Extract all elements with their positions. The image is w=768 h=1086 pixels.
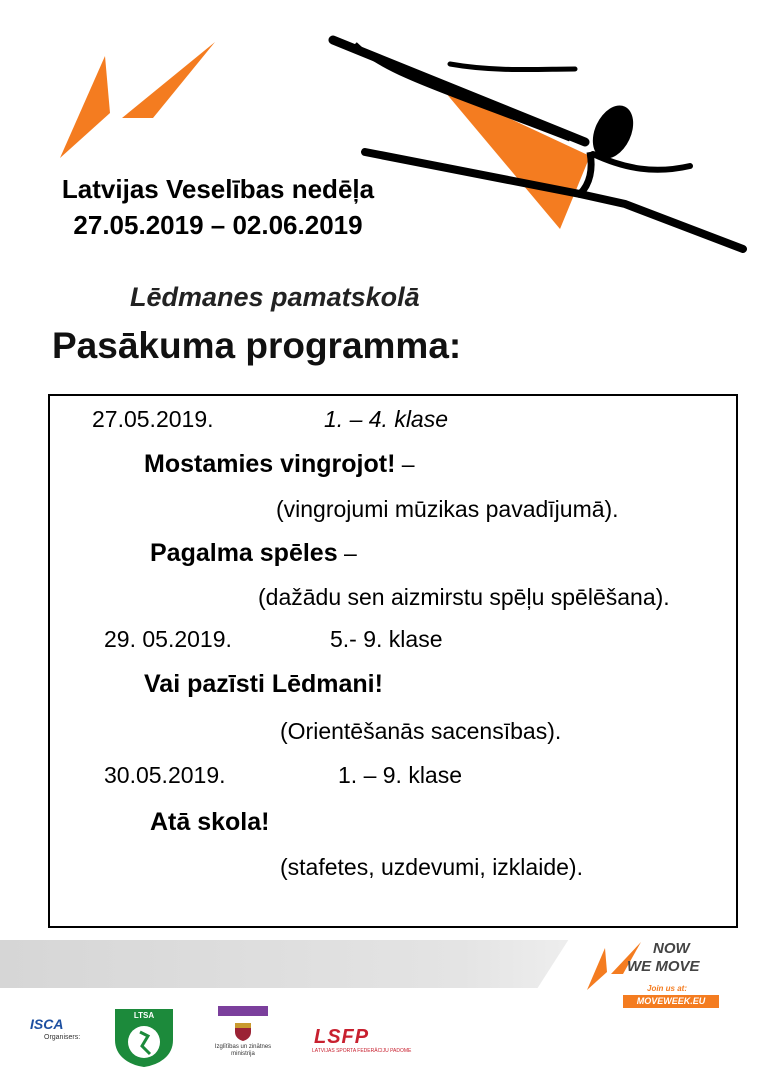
event-description: (stafetes, uzdevumi, izklaide). <box>280 854 583 880</box>
event-title: Latvijas Veselības nedēļa <box>61 174 375 204</box>
program-grade: 1. – 9. klase <box>338 762 463 788</box>
program-event <box>144 450 415 479</box>
we-move-text: WE MOVE <box>627 958 700 975</box>
program-event <box>144 670 383 699</box>
event-name: Atā skola! <box>150 808 270 836</box>
now-text: NOW <box>653 940 690 957</box>
organisers-label: Organisers: <box>44 1034 81 1041</box>
now-we-move-logo <box>585 938 725 1018</box>
program-heading: Pasākuma programma: <box>52 325 462 366</box>
isca-logo <box>30 1016 102 1046</box>
program-date: 30.05.2019. <box>104 762 226 788</box>
ministry-logo <box>208 1006 278 1076</box>
program-date: 29. 05.2019. <box>104 626 232 652</box>
event-name: Vai pazīsti Lēdmani! <box>144 670 383 698</box>
event-name: Pagalma spēles <box>150 539 338 567</box>
ltsa-text: LTSA <box>133 1011 155 1020</box>
program-date: 27.05.2019. <box>92 406 214 432</box>
school-name: Lēdmanes pamatskolā <box>130 282 420 312</box>
program-event <box>150 808 269 837</box>
program-event <box>150 539 357 568</box>
moveweek-site[interactable]: MOVEWEEK.EU <box>623 995 719 1008</box>
event-name: Mostamies vingrojot! <box>144 450 396 478</box>
ministry-text: Izglītības un zinātnes ministrija <box>214 1044 272 1057</box>
lsfp-logo <box>312 1026 438 1056</box>
event-dash: – <box>337 540 357 566</box>
event-description: (vingrojumi mūzikas pavadījumā). <box>276 496 619 522</box>
moveweek-arrow-logo <box>50 38 220 163</box>
event-description: (dažādu sen aizmirstu spēļu spēlēšana). <box>258 584 670 610</box>
lsfp-text: LSFP <box>314 1026 370 1048</box>
coat-of-arms-icon <box>232 1020 254 1042</box>
program-grade: 1. – 4. klase <box>324 406 449 432</box>
program-box <box>48 394 738 928</box>
event-dash: – <box>395 451 415 477</box>
join-text: Join us at: <box>647 984 688 993</box>
program-grade: 5.- 9. klase <box>330 626 443 652</box>
event-dates: 27.05.2019 – 02.06.2019 <box>73 210 363 240</box>
ltsa-shield-logo <box>112 1006 176 1068</box>
lsfp-full-text: LATVIJAS SPORTA FEDERĀCIJU PADOME <box>312 1048 412 1054</box>
isca-text: ISCA <box>30 1016 64 1032</box>
event-description: (Orientēšanās sacensības). <box>280 718 562 744</box>
